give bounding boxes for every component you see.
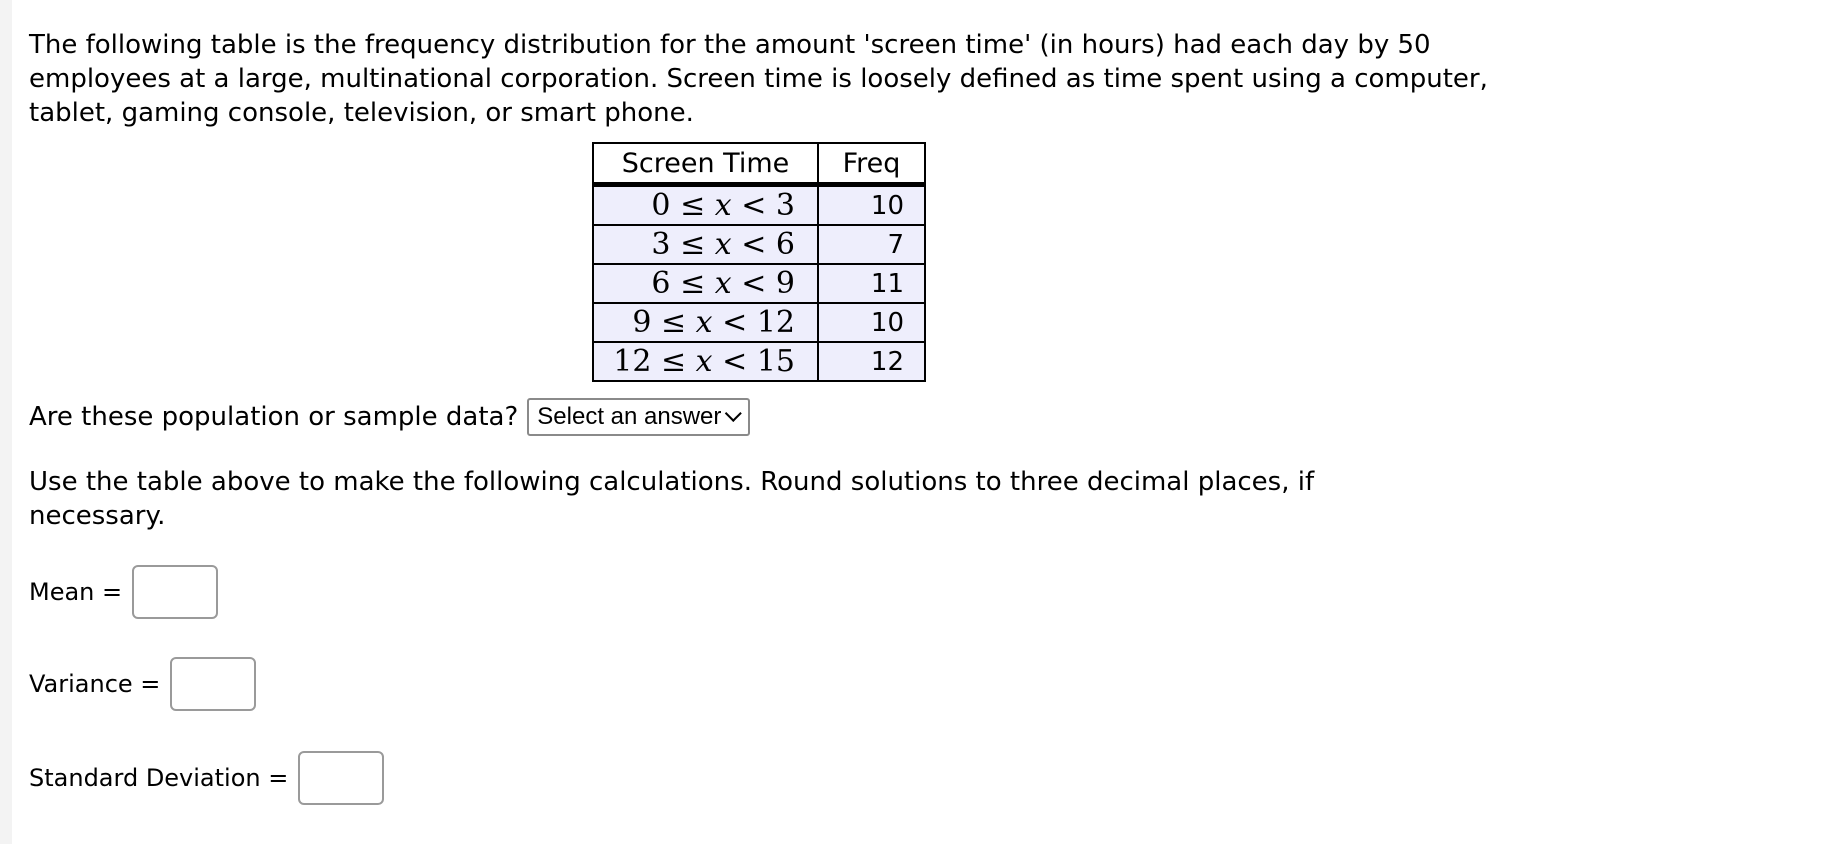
leq-symbol: ≤: [680, 266, 706, 301]
interval-lower: 0: [651, 188, 671, 223]
leq-symbol: ≤: [680, 188, 706, 223]
interval-lower: 6: [651, 266, 671, 301]
calculation-instructions: Use the table above to make the following calculations. Round solutions to three decimal places, if necessary.: [29, 467, 1315, 531]
leq-symbol: ≤: [680, 227, 706, 262]
freq-cell: 10: [818, 303, 925, 342]
population-sample-question: [29, 398, 1509, 436]
lt-symbol: <: [722, 305, 748, 340]
x-variable: x: [714, 227, 732, 262]
x-variable: x: [695, 305, 713, 340]
question-text: Are these population or sample data?: [29, 402, 519, 432]
interval-upper: 6: [775, 227, 795, 262]
interval-cell: [593, 342, 818, 381]
table-row: [593, 264, 925, 303]
frequency-table: [592, 142, 926, 382]
mean-input[interactable]: [132, 565, 218, 619]
frequency-table-wrapper: [592, 142, 1509, 382]
interval-cell: [593, 225, 818, 264]
interval-cell: [593, 264, 818, 303]
freq-cell: 10: [818, 185, 925, 226]
freq-cell: 12: [818, 342, 925, 381]
question-content: [29, 28, 1509, 805]
answer-select[interactable]: [527, 398, 750, 436]
standard-deviation-input[interactable]: [298, 751, 384, 805]
chevron-down-icon: [725, 405, 742, 422]
variance-label: Variance =: [29, 670, 161, 698]
table-row: [593, 185, 925, 226]
mean-label: Mean =: [29, 578, 123, 606]
leq-symbol: ≤: [660, 344, 687, 379]
problem-intro: The following table is the frequency distribution for the amount 'screen time' (in hours) had each day by 50 employees at a large, multinational corporation. Screen time is loosely defined as time spent using a computer, tablet, gaming console, television, or smart phone.: [29, 30, 1488, 128]
lt-symbol: <: [741, 188, 767, 223]
table-row: [593, 225, 925, 264]
table-header-row: [593, 143, 925, 185]
lt-symbol: <: [741, 227, 767, 262]
interval-cell: [593, 303, 818, 342]
variance-input[interactable]: [170, 657, 256, 711]
table-row: [593, 303, 925, 342]
variance-row: [29, 657, 1509, 711]
leq-symbol: ≤: [660, 305, 687, 340]
x-variable: x: [714, 266, 732, 301]
interval-lower: 12: [613, 344, 652, 379]
standard-deviation-row: [29, 751, 1509, 805]
lt-symbol: <: [741, 266, 767, 301]
header-screen-time: Screen Time: [593, 143, 818, 185]
freq-cell: 7: [818, 225, 925, 264]
interval-upper: 9: [775, 266, 795, 301]
x-variable: x: [714, 188, 732, 223]
interval-lower: 3: [651, 227, 671, 262]
left-rail: [0, 0, 12, 844]
freq-cell: 11: [818, 264, 925, 303]
lt-symbol: <: [722, 344, 748, 379]
interval-upper: 3: [775, 188, 795, 223]
mean-row: [29, 565, 1509, 619]
interval-upper: 12: [756, 305, 795, 340]
interval-cell: [593, 185, 818, 226]
x-variable: x: [695, 344, 713, 379]
table-row: [593, 342, 925, 381]
header-freq: Freq: [818, 143, 925, 185]
interval-upper: 15: [756, 344, 795, 379]
standard-deviation-label: Standard Deviation =: [29, 764, 289, 792]
interval-lower: 9: [632, 305, 652, 340]
answer-select-value: Select an answer: [537, 403, 722, 430]
